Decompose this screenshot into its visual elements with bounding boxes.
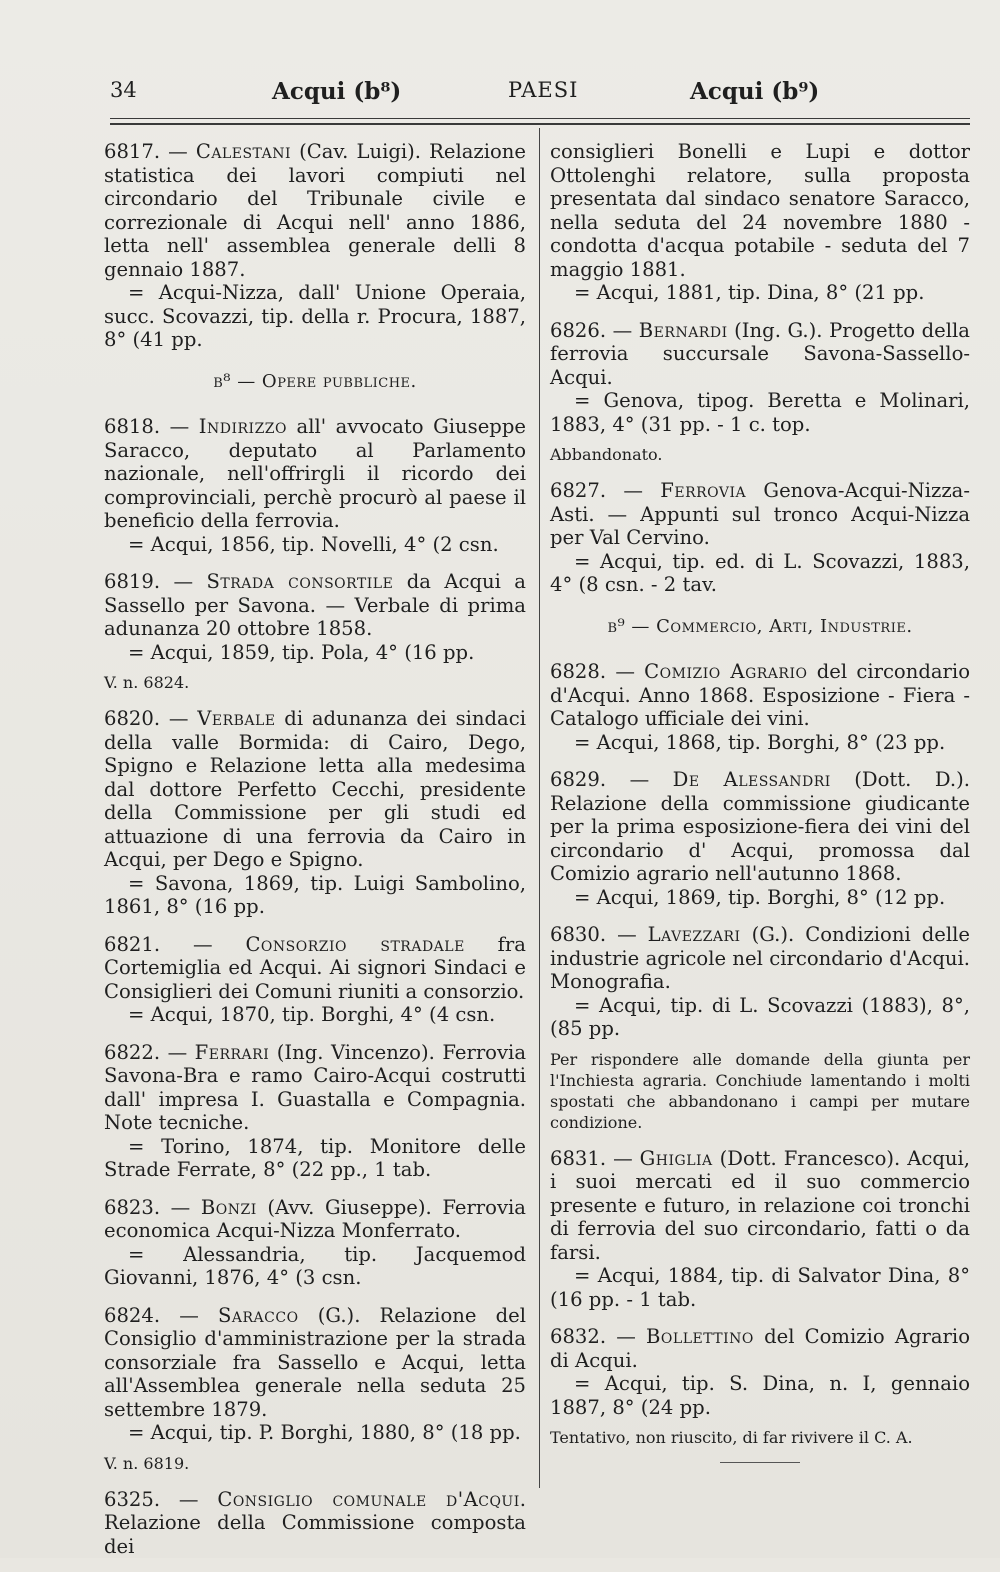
entry-author: Verbale xyxy=(197,707,276,730)
entry-text: (Cav. Luigi). Relazione statistica dei lavori compiuti nel circondario del Tribunale civile e correzionale di Acqui nell' anno 1886, letta nell' assemblea generale delli 8 gennaio 1887. xyxy=(104,140,526,281)
entry-number: 6829. xyxy=(550,768,607,791)
entry-number: 6821. xyxy=(104,932,161,956)
entry-6817: 6817. — Calestani (Cav. Luigi). Relazione statistica dei lavori compiuti nel circondario del Tribunale civile e correzionale di Acqui nell' anno 1886, letta nell' assemblea generale delli 8 gennaio 1887. = Acqui-Nizza, dall' Unione Operaia, succ. Scovazzi, tip. della r. Procura, 1887, 8° (41 pp. xyxy=(104,140,526,351)
entry-6832: 6832. — Bollettino del Comizio Agrario di Acqui. = Acqui, tip. S. Dina, n. I, gennaio 1887, 8° (24 pp. xyxy=(550,1325,970,1419)
entry-text: da Acqui a Sassello per Savona. — Verbale di prima adunanza 20 ottobre 1858. xyxy=(104,570,526,640)
entry-number: 6828. xyxy=(550,660,607,683)
entry-text: (Ing. G.). Progetto della ferrovia succursale Savona-Sassello-Acqui. xyxy=(550,318,970,389)
entry-text: di adunanza dei sindaci della valle Bormida: di Cairo, Dego, Spigno e Relazione letta alla medesima dal dottore Perfetto Cecchi, presidente della Commissione per gli studi ed attuazione di una ferrovia da Cairo in Acqui, per Dego e Spigno. xyxy=(104,707,526,871)
header-right-title: Acqui (b⁹) xyxy=(690,78,820,105)
annotation-note: Tentativo, non riuscito, di far rivivere il C. A. xyxy=(550,1428,913,1447)
entry-author: Consorzio stradale xyxy=(245,932,465,956)
entry-author: Strada consortile xyxy=(206,570,394,593)
entry-number: 6822. xyxy=(104,1040,161,1064)
header-rule-thin xyxy=(110,118,970,119)
entry-6821: 6821. — Consorzio stradale fra Cortemiglia ed Acqui. Ai signori Sindaci e Consiglieri dei Comuni riuniti a consorzio. = Acqui, 1870, tip. Borghi, 4° (4 csn. xyxy=(104,932,526,1026)
end-rule xyxy=(720,1462,800,1463)
entry-number: 6830. xyxy=(550,923,607,946)
header-left-title: Acqui (b⁸) xyxy=(272,78,402,105)
column-divider xyxy=(539,128,540,1488)
entry-text: del Comizio Agrario di Acqui. xyxy=(550,1325,970,1372)
entry-imprint: = Acqui, 1881, tip. Dina, 8° (21 pp. xyxy=(574,281,925,304)
entry-6831: 6831. — Ghiglia (Dott. Francesco). Acqui, i suoi mercati ed il suo commercio presente e futuro, in relazione coi tronchi di ferrovia del suo circondario, fatti o da farsi. = Acqui, 1884, tip. di Salvator Dina, 8° (16 pp. - 1 tab. xyxy=(550,1146,970,1311)
section-heading-b8: b⁸ — Opere pubbliche. xyxy=(213,370,417,392)
entry-number: 6819. xyxy=(104,570,161,593)
entry-6826: 6826. — Bernardi (Ing. G.). Progetto della ferrovia succursale Savona-Sassello-Acqui. = Genova, tipog. Beretta e Molinari, 1883, 4° (31 pp. - 1 c. top. xyxy=(550,318,970,436)
entry-author: Calestani xyxy=(195,140,292,163)
entry-number: 6826. xyxy=(550,318,607,342)
entry-author: Ferrari xyxy=(194,1040,270,1064)
entry-imprint: = Genova, tipog. Beretta e Molinari, 1883, 4° (31 pp. - 1 c. top. xyxy=(550,389,970,436)
running-header xyxy=(110,78,970,114)
entry-6818: 6818. — Indirizzo all' avvocato Giuseppe Saracco, deputato al Parlamento nazionale, nell'offrirgli il ricordo dei comprovinciali, perchè procurò al paese il beneficio della ferrovia. = Acqui, 1856, tip. Novelli, 4° (2 csn. xyxy=(104,415,526,556)
entry-text: (Dott. Francesco). Acqui, i suoi mercati ed il suo commercio presente e futuro, in relazione coi tronchi di ferrovia del suo circondario, fatti o da farsi. xyxy=(550,1146,970,1264)
entry-text: fra Cortemiglia ed Acqui. Ai signori Sindaci e Consiglieri dei Comuni riuniti a consorzio. xyxy=(104,932,526,1003)
entry-author: Ghiglia xyxy=(639,1146,713,1170)
entry-6824: 6824. — Saracco (G.). Relazione del Consiglio d'amministrazione per la strada consorziale fra Sassello e Acqui, letta all'Assemblea generale nella seduta 25 settembre 1879. = Acqui, tip. P. Borghi, 1880, 8° (18 pp. xyxy=(104,1303,527,1444)
entry-number: 6831. xyxy=(550,1146,607,1170)
entry-imprint: = Acqui, tip. P. Borghi, 1880, 8° (18 pp. xyxy=(128,1421,521,1444)
entry-6825-continued xyxy=(550,140,970,305)
entry-imprint: = Acqui, 1859, tip. Pola, 4° (16 pp. xyxy=(128,640,475,664)
entry-text: Genova-Acqui-Nizza-Asti. — Appunti sul tronco Acqui-Nizza per Val Cervino. xyxy=(550,479,970,549)
entry-imprint: = Acqui, 1856, tip. Novelli, 4° (2 csn. xyxy=(128,532,499,556)
entry-author: Ferrovia xyxy=(660,479,747,502)
annotation-note: Per rispondere alle domande della giunta per l'Inchiesta agraria. Conchiude lamentando i molti spostati che abbandonano i campi per mutare condizione. xyxy=(550,1049,970,1132)
entry-6830: 6830. — Lavezzari (G.). Condizioni delle industrie agricole nel circondario d'Acqui. Monografia. = Acqui, tip. di L. Scovazzi (1883), 8°, (85 pp. xyxy=(550,923,970,1040)
entry-author: Indirizzo xyxy=(198,415,287,438)
entry-imprint: = Torino, 1874, tip. Monitore delle Strade Ferrate, 8° (22 pp., 1 tab. xyxy=(104,1134,526,1181)
entry-number: 6820. xyxy=(104,707,161,730)
entry-imprint: = Acqui, 1870, tip. Borghi, 4° (4 csn. xyxy=(128,1003,496,1026)
annotation-note: Abbandonato. xyxy=(550,445,663,464)
page-number: 34 xyxy=(110,78,137,102)
entry-number: 6817. xyxy=(104,140,161,163)
entry-6828: 6828. — Comizio Agrario del circondario d'Acqui. Anno 1868. Esposizione - Fiera - Catalogo ufficiale dei vini. = Acqui, 1868, tip. Borghi, 8° (23 pp. xyxy=(550,660,970,754)
entry-imprint: = Savona, 1869, tip. Luigi Sambolino, 1861, 8° (16 pp. xyxy=(104,871,526,918)
entry-imprint: = Acqui, 1884, tip. di Salvator Dina, 8° (16 pp. - 1 tab. xyxy=(550,1264,970,1311)
entry-author: Bonzi xyxy=(200,1195,257,1219)
entry-text: . Relazione della Commissione composta dei xyxy=(104,1487,526,1558)
entry-imprint: = Acqui, tip. di L. Scovazzi (1883), 8°, (85 pp. xyxy=(550,993,970,1040)
entry-6825: 6325. — Consiglio comunale d'Acqui. Relazione della Commissione composta dei xyxy=(104,1487,526,1558)
entry-text: (Ing. Vincenzo). Ferrovia Savona-Bra e ramo Cairo-Acqui costrutti dall' impresa I. Guastalla e Compagnia. Note tecniche. xyxy=(104,1040,526,1134)
entry-author: Bernardi xyxy=(638,318,728,342)
entry-6820: 6820. — Verbale di adunanza dei sindaci della valle Bormida: di Cairo, Dego, Spigno e Relazione letta alla medesima dal dottore Perfetto Cecchi, presidente della Commissione per gli studi ed attuazione di una ferrovia da Cairo in Acqui, per Dego e Spigno. = Savona, 1869, tip. Luigi Sambolino, 1861, 8° (16 pp. xyxy=(104,707,526,918)
entry-imprint: = Acqui-Nizza, dall' Unione Operaia, succ. Scovazzi, tip. della r. Procura, 1887, 8° (41 pp. xyxy=(104,281,526,351)
entry-imprint: = Acqui, tip. ed. di L. Scovazzi, 1883, 4° (8 csn. - 2 tav. xyxy=(550,549,970,596)
entry-text: (Avv. Giuseppe). Ferrovia economica Acqui-Nizza Monferrato. xyxy=(104,1195,526,1242)
entry-author: Lavezzari xyxy=(647,923,741,946)
entry-6829: 6829. — De Alessandri (Dott. D.). Relazione della commissione giudicante per la prima esposizione-fiera dei vini del circondario d' Acqui, promossa dal Comizio agrario nell'autunno 1868. = Acqui, 1869, tip. Borghi, 8° (12 pp. xyxy=(550,768,970,909)
header-center-title: PAESI xyxy=(508,78,579,102)
entry-author: De Alessandri xyxy=(672,768,831,791)
right-column xyxy=(550,140,970,1463)
entry-author: Saracco xyxy=(217,1303,299,1327)
header-rule-thick xyxy=(110,123,970,125)
entry-imprint: = Acqui, tip. S. Dina, n. I, gennaio 1887, 8° (24 pp. xyxy=(550,1372,970,1419)
entry-6827: 6827. — Ferrovia Genova-Acqui-Nizza-Asti. — Appunti sul tronco Acqui-Nizza per Val Cervino. = Acqui, tip. ed. di L. Scovazzi, 1883, 4° (8 csn. - 2 tav. xyxy=(550,479,970,596)
entry-text: del circondario d'Acqui. Anno 1868. Esposizione - Fiera - Catalogo ufficiale dei vini. xyxy=(550,660,970,730)
cross-reference-note: V. n. 6824. xyxy=(104,673,190,692)
entry-text: consiglieri Bonelli e Lupi e dottor Ottolenghi relatore, sulla proposta presentata dal sindaco senatore Saracco, nella seduta del 24 novembre 1880 - condotta d'acqua potabile - seduta del 7 maggio 1881. xyxy=(550,140,970,281)
cross-reference-note: V. n. 6819. xyxy=(104,1453,190,1473)
entry-text: (Dott. D.). Relazione della commissione giudicante per la prima esposizione-fiera dei vini del circondario d' Acqui, promossa dal Comizio agrario nell'autunno 1868. xyxy=(550,768,970,885)
entry-number: 6818. xyxy=(104,415,161,438)
left-column xyxy=(104,140,526,1572)
entry-number: 6832. xyxy=(550,1325,607,1348)
entry-text: (G.). Condizioni delle industrie agricole nel circondario d'Acqui. Monografia. xyxy=(550,923,970,993)
entry-imprint: = Acqui, 1869, tip. Borghi, 8° (12 pp. xyxy=(574,885,946,909)
entry-text: (G.). Relazione del Consiglio d'amministrazione per la strada consorziale fra Sassello e Acqui, letta all'Assemblea generale nella seduta 25 settembre 1879. xyxy=(104,1303,527,1421)
entry-6822: 6822. — Ferrari (Ing. Vincenzo). Ferrovia Savona-Bra e ramo Cairo-Acqui costrutti dall' impresa I. Guastalla e Compagnia. Note tecniche. = Torino, 1874, tip. Monitore delle Strade Ferrate, 8° (22 pp., 1 tab. xyxy=(104,1040,526,1181)
entry-author: Comizio Agrario xyxy=(644,660,808,683)
entry-number: 6823. xyxy=(104,1195,161,1219)
entry-6819: 6819. — Strada consortile da Acqui a Sassello per Savona. — Verbale di prima adunanza 20 ottobre 1858. = Acqui, 1859, tip. Pola, 4° (16 pp. xyxy=(104,570,526,664)
entry-number: 6325. xyxy=(104,1487,161,1511)
entry-author: Bollettino xyxy=(646,1325,754,1348)
section-heading-b9: b⁹ — Commercio, Arti, Industrie. xyxy=(607,615,913,637)
entry-text: all' avvocato Giuseppe Saracco, deputato al Parlamento nazionale, nell'offrirgli il ricordo dei comprovinciali, perchè procurò al paese il beneficio della ferrovia. xyxy=(104,415,526,532)
entry-number: 6824. xyxy=(104,1303,161,1327)
entry-imprint: = Alessandria, tip. Jacquemod Giovanni, 1876, 4° (3 csn. xyxy=(104,1242,526,1289)
entry-6823: 6823. — Bonzi (Avv. Giuseppe). Ferrovia economica Acqui-Nizza Monferrato. = Alessandria, tip. Jacquemod Giovanni, 1876, 4° (3 csn. xyxy=(104,1195,526,1289)
entry-imprint: = Acqui, 1868, tip. Borghi, 8° (23 pp. xyxy=(574,730,946,754)
entry-number: 6827. xyxy=(550,479,607,502)
entry-author: Consiglio comunale d'Acqui xyxy=(217,1487,520,1511)
